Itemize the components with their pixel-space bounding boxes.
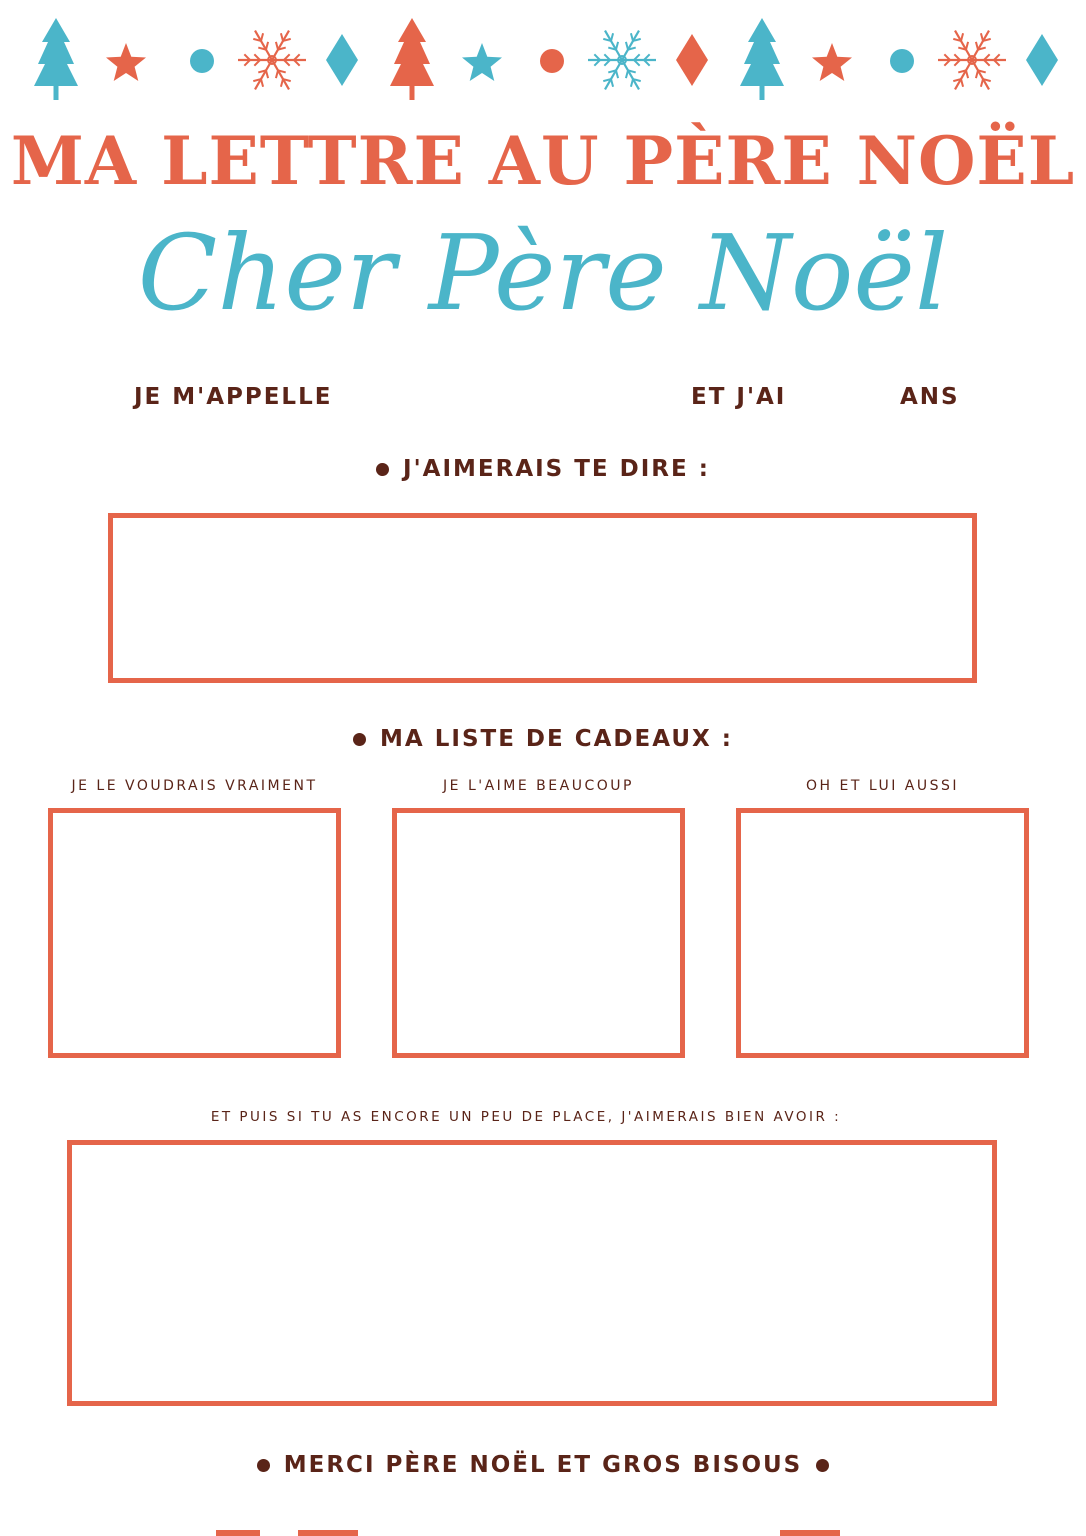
message-box[interactable] bbox=[108, 513, 977, 683]
message-heading-text: J'AIMERAIS TE DIRE : bbox=[403, 456, 710, 482]
dot-icon bbox=[890, 49, 914, 73]
gift-heading bbox=[0, 726, 1086, 752]
bullet-icon bbox=[816, 1459, 829, 1472]
name-label: JE M'APPELLE bbox=[134, 384, 333, 410]
gift-heading-text: MA LISTE DE CADEAUX : bbox=[380, 726, 733, 752]
bottom-decoration bbox=[0, 1524, 1086, 1536]
diamond-icon bbox=[1026, 34, 1058, 86]
tree-icon bbox=[740, 18, 784, 100]
bullet-icon bbox=[353, 733, 366, 746]
extra-wishes-box[interactable] bbox=[67, 1140, 997, 1406]
snowflake-icon bbox=[238, 31, 306, 90]
extra-wishes-label: ET PUIS SI TU AS ENCORE UN PEU DE PLACE, J'AIMERAIS BIEN AVOIR : bbox=[210, 1109, 842, 1125]
age-unit-label: ANS bbox=[900, 384, 960, 410]
snowflake-icon bbox=[938, 31, 1006, 90]
gift-box-2[interactable] bbox=[392, 808, 685, 1058]
salutation: Cher Père Noël bbox=[137, 212, 949, 334]
star-icon bbox=[462, 43, 502, 81]
message-heading bbox=[0, 456, 1086, 482]
gift-column-label-2: JE L'AIME BEAUCOUP bbox=[443, 778, 634, 794]
star-icon bbox=[812, 43, 852, 81]
dot-icon bbox=[540, 49, 564, 73]
age-label: ET J'AI bbox=[691, 384, 787, 410]
closing-text: MERCI PÈRE NOËL ET GROS BISOUS bbox=[283, 1452, 803, 1478]
dot-icon bbox=[190, 49, 214, 73]
tree-icon bbox=[34, 18, 78, 100]
tree-icon bbox=[390, 18, 434, 100]
gift-box-1[interactable] bbox=[48, 808, 341, 1058]
page-title: MA LETTRE AU PÈRE NOËL bbox=[10, 122, 1076, 200]
diamond-icon bbox=[326, 34, 358, 86]
diamond-icon bbox=[676, 34, 708, 86]
bullet-icon bbox=[257, 1459, 270, 1472]
gift-column-label-1: JE LE VOUDRAIS VRAIMENT bbox=[71, 778, 318, 794]
decorative-border bbox=[0, 14, 1086, 104]
snowflake-icon bbox=[588, 31, 656, 90]
closing-line bbox=[0, 1452, 1086, 1478]
gift-column-label-3: OH ET LUI AUSSI bbox=[806, 778, 959, 794]
gift-box-3[interactable] bbox=[736, 808, 1029, 1058]
star-icon bbox=[106, 43, 146, 81]
bullet-icon bbox=[376, 463, 389, 476]
